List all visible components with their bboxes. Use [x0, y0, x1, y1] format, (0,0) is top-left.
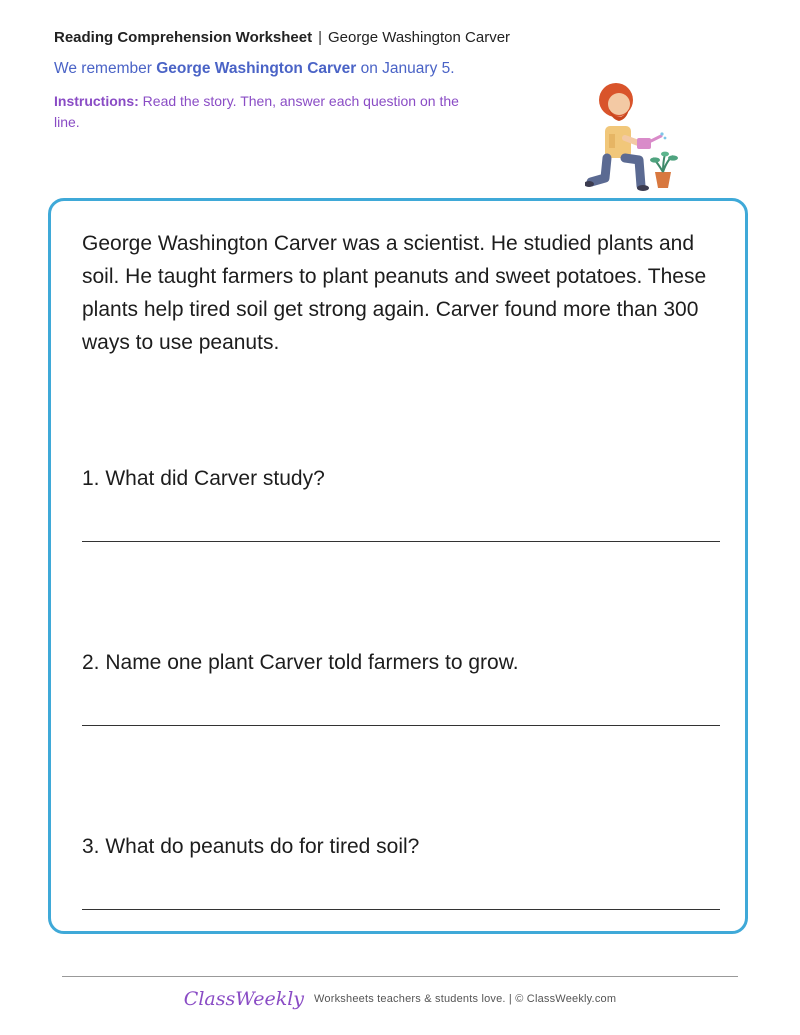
- worksheet-subject: George Washington Carver: [328, 29, 511, 46]
- question-3: 3. What do peanuts do for tired soil?: [82, 835, 420, 858]
- answer-line-2[interactable]: [82, 725, 720, 726]
- worksheet-card: [48, 198, 748, 934]
- answer-line-1[interactable]: [82, 541, 720, 542]
- instructions-text: Read the story. Then, answer each question on the line.: [54, 93, 459, 130]
- question-1: 1. What did Carver study?: [82, 467, 325, 490]
- question-2: 2. Name one plant Carver told farmers to grow.: [82, 651, 519, 674]
- story-passage: George Washington Carver was a scientist. He studied plants and soil. He taught farmers to plant peanuts and sweet potatoes. These plants help tired soil get strong again. Carver found more than 300 ways to use peanuts.: [82, 232, 707, 354]
- remember-suffix: on January 5.: [356, 60, 455, 77]
- footer-tagline: Worksheets teachers & students love. | © ClassWeekly.com: [314, 993, 617, 1005]
- title-line: [54, 28, 574, 48]
- answer-line-3[interactable]: [82, 909, 720, 910]
- footer-divider: [62, 976, 738, 977]
- remember-prefix: We remember: [54, 60, 157, 77]
- brand-logo: ClassWeekly: [183, 988, 305, 1010]
- footer: [0, 988, 800, 1010]
- title-separator: |: [318, 29, 323, 46]
- instructions: [54, 91, 484, 133]
- remember-line: [54, 59, 574, 79]
- worksheet-header: [54, 28, 574, 133]
- instructions-label: Instructions:: [54, 93, 139, 109]
- gardener-watering-plant-icon: [585, 78, 685, 194]
- worksheet-title: Reading Comprehension Worksheet: [54, 29, 313, 46]
- remember-name: George Washington Carver: [156, 60, 357, 77]
